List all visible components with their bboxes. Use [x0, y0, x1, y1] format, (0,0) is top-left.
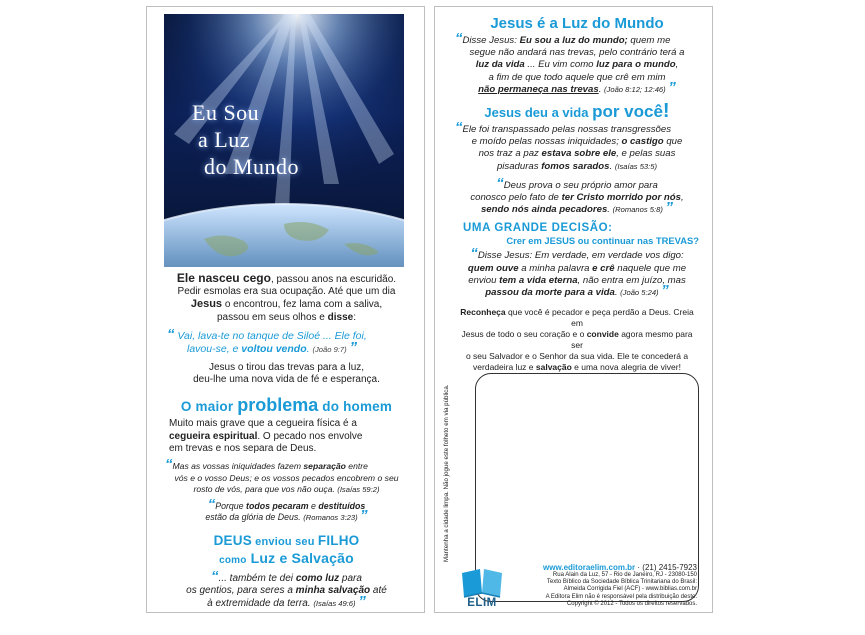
intro-closing — [163, 362, 410, 387]
close-quote-icon: ” — [358, 592, 366, 610]
heading-text: enviou seu — [251, 535, 318, 548]
heading-emphasis: ! — [662, 100, 670, 123]
open-quote-icon: “ — [211, 567, 219, 585]
cta-text: agora mesmo para ser — [571, 329, 693, 351]
cta-text: o seu Salvador e o Senhor da sua vida. Ele te concederá a — [465, 351, 689, 362]
scripture-ref: (Romanos 5:8) — [612, 205, 663, 215]
open-quote-icon: “ — [455, 119, 463, 137]
cta-bold: Reconheça — [460, 307, 506, 318]
intro-bold: disse — [327, 311, 354, 323]
call-to-action — [455, 307, 699, 373]
quote-text: à extremidade da terra. — [207, 597, 311, 609]
quote-bold: separação — [303, 461, 346, 472]
heading-text: do homem — [318, 399, 393, 415]
heading-big-decision: UMA GRANDE DECISÃO: — [463, 222, 613, 235]
quote-romans-3-23 — [163, 495, 410, 525]
cover-title-line-1: Eu Sou — [192, 100, 260, 125]
scripture-ref: (Romanos 3:23) — [303, 513, 358, 523]
cta-text: Jesus de todo o seu coração e o — [461, 329, 587, 340]
quote-text: quem me — [627, 35, 671, 46]
heading-gave-life — [455, 100, 699, 123]
heading-emphasis: Luz e Salvação — [246, 549, 354, 566]
scripture-ref: (Isaías 49:6) — [313, 598, 356, 608]
brand-name: ELIM — [467, 597, 497, 609]
quote-text: . — [609, 160, 613, 172]
quote-text: segue não andará nas trevas, pelo contrário terá a — [469, 47, 685, 59]
quote-text: Disse Jesus: — [462, 35, 520, 46]
heading-text: JESUS — [544, 235, 576, 247]
cover-title-line-3: do Mundo — [204, 154, 300, 179]
quote-bold: luz da vida — [475, 59, 525, 71]
quote-john-5-24 — [455, 245, 699, 300]
intro-text: , passou anos na escuridão. — [270, 274, 397, 285]
cover-image — [164, 14, 404, 267]
quote-bold: não permaneça nas trevas — [478, 83, 599, 95]
elim-logo — [458, 563, 506, 611]
quote-text: Ele foi transpassado pelas nossas transgressões — [462, 124, 672, 136]
scripture-ref: (João 5:24) — [620, 288, 659, 298]
quote-text: rosto de vós, para que vos não ouça. — [193, 484, 335, 495]
right-page — [434, 6, 713, 613]
quote-text: , não entra em juízo, mas — [577, 274, 686, 286]
scripture-ref: (Isaías 59:2) — [337, 485, 380, 495]
close-quote-icon: ” — [661, 282, 669, 300]
quote-isaiah-59-2 — [163, 456, 410, 495]
quote-john-8-12 — [455, 30, 699, 96]
cover-title — [192, 99, 299, 180]
open-quote-icon: “ — [470, 245, 478, 263]
intro-text: passou em seus olhos e — [217, 311, 328, 323]
left-body — [163, 272, 410, 610]
quote-text: . — [614, 287, 618, 299]
intro-text: Jesus o tirou das trevas para a luz, — [208, 361, 365, 373]
quote-text: . — [598, 83, 602, 95]
scripture-ref: (João 8:12; 12:46) — [604, 84, 666, 94]
heading-text: FILHO — [317, 532, 360, 548]
intro-bold: Jesus — [190, 298, 223, 311]
heading-text: Crer em — [506, 235, 545, 247]
quote-text: Disse Jesus: Em verdade, em verdade vos digo: — [477, 250, 684, 262]
quote-bold: o castigo — [621, 136, 664, 148]
publisher-footer — [458, 563, 708, 613]
quote-text: para — [339, 572, 362, 584]
problem-text: em trevas e nos separa de Deus. — [169, 443, 317, 454]
quote-isaiah-49-6 — [163, 567, 410, 611]
quote-text: Mas as vossas iniquidades fazem — [172, 461, 304, 472]
quote-text: pisaduras — [496, 160, 542, 172]
distribution-note: A Editora Elim não é responsável pela distribuição deste. — [545, 593, 697, 600]
quote-john-9-7 — [163, 325, 410, 356]
problem-text: . O pecado nos envolve — [257, 430, 363, 442]
intro-text: : — [353, 311, 356, 323]
copyright: Copyright © 2012 - Todos os direitos reservados. — [566, 600, 697, 607]
cta-text: e uma nova alegria de viver! — [571, 362, 681, 373]
quote-text: ... também te dei — [218, 572, 296, 584]
quote-text: Vai, lava-te no tanque de Siloé ... Ele foi, — [177, 329, 367, 342]
quote-text: conosco pelo fato de — [470, 192, 562, 204]
quote-text: Porque — [215, 500, 247, 511]
right-body — [455, 15, 699, 393]
publisher-phone: (21) 2415-7923 — [642, 563, 697, 572]
quote-bold: todos pecaram — [246, 500, 309, 511]
bible-credit: Almeida Corrigida Fiel (ACF) - www.biblias.com.br — [563, 586, 697, 593]
heading-god-sent-son — [163, 533, 410, 569]
intro-text: deu-lhe uma nova vida de fé e esperança. — [193, 374, 380, 386]
quote-text: a fim de que todo aquele que crê em mim — [488, 71, 666, 83]
quote-text: os gentios, para seres a — [186, 585, 296, 597]
scripture-ref: (João 9:7) — [312, 344, 347, 354]
heading-text: TREVAS — [655, 235, 694, 247]
quote-text: nos traz a paz — [478, 148, 542, 160]
publisher-address: Rua Alain da Luz, 57 - Rio de Janeiro, RJ - 23080-150 — [552, 572, 697, 578]
quote-text: que — [663, 136, 683, 148]
footer-text: www.editoraelim.com.br · (21) 2415-7923 Rua Alain da Luz, 57 - Rio de Janeiro, RJ - 23080-150 Texto Bíblico da Sociedade Bíblica Trinitariana do Brasil: Almeida Corrigida Fiel (ACF) - www.biblias.com.br A Editora Elim não é responsável pela distribuição deste. Copyright © 2012 - Todos os direitos reservados. — [511, 563, 697, 608]
close-quote-icon: ” — [668, 78, 676, 96]
cta-text: que você é pecador e peça perdão a Deus. Creia em — [505, 307, 694, 329]
quote-text: até — [370, 585, 387, 597]
open-quote-icon: “ — [207, 495, 216, 513]
intro-text: Pedir esmolas era sua ocupação. Até que um dia — [177, 286, 396, 298]
open-quote-icon: “ — [455, 30, 463, 47]
bible-credit: Texto Bíblico da Sociedade Bíblica Trinitariana do Brasil: — [546, 579, 697, 586]
close-quote-icon: ” — [360, 507, 368, 525]
intro-paragraph — [163, 272, 410, 324]
right-title: Jesus é a Luz do Mundo — [490, 15, 664, 32]
quote-bold: fomos sarados — [541, 160, 610, 172]
quote-text: . — [306, 342, 310, 355]
quote-bold: minha salvação — [295, 585, 371, 597]
open-quote-icon: “ — [165, 456, 173, 474]
scripture-ref: (Isaías 53:5) — [614, 161, 658, 171]
open-quote-icon: “ — [496, 174, 504, 192]
heading-text: DEUS — [213, 532, 252, 548]
heading-problem — [163, 395, 410, 416]
quote-bold: Eu sou a luz do mundo; — [519, 35, 628, 46]
heading-decision-sub — [455, 235, 699, 246]
quote-text: Deus prova o seu próprio amor para — [503, 179, 658, 191]
close-quote-icon: ” — [665, 199, 674, 217]
quote-text: , — [680, 192, 684, 204]
quote-text: . — [607, 204, 610, 216]
quote-bold: luz para o mundo — [596, 59, 676, 71]
quote-bold: e crê — [592, 262, 615, 274]
quote-bold: voltou vendo — [241, 342, 307, 355]
heading-emphasis: problema — [237, 395, 319, 416]
quote-text: , e pelas suas — [616, 148, 676, 160]
heading-text: como — [219, 554, 247, 566]
quote-text: e — [308, 500, 319, 511]
close-quote-icon: ” — [349, 338, 358, 356]
cta-bold: convide — [586, 329, 619, 340]
cta-text: verdadeira luz e — [473, 362, 536, 373]
open-quote-icon: “ — [167, 325, 175, 343]
cta-bold: salvação — [535, 362, 572, 373]
heading-emphasis: por você — [592, 102, 663, 122]
heading-text: ou continuar nas — [575, 235, 656, 247]
quote-isaiah-53-5 — [455, 119, 699, 173]
heading-text: O maior — [180, 399, 238, 415]
quote-bold: ter Cristo morrido por nós — [561, 192, 681, 204]
quote-bold: tem a vida eterna — [499, 274, 578, 286]
cover-title-line-2: a Luz — [198, 127, 250, 152]
quote-romans-5-8 — [455, 174, 699, 217]
heading-text: Jesus deu a vida — [484, 105, 593, 121]
intro-text: o encontrou, fez lama com a saliva, — [222, 299, 383, 311]
problem-bold: cegueira espiritual — [169, 430, 258, 442]
quote-bold: passou da morte para a vida — [485, 287, 615, 299]
side-note: Mantenha a cidade limpa. Não jogue este folheto em via pública. — [443, 384, 450, 562]
quote-text: ... Eu vim como — [524, 59, 597, 71]
quote-bold: quem ouve — [467, 262, 519, 274]
heading-text: ? — [693, 235, 699, 247]
quote-text: lavou-se, e — [187, 342, 242, 355]
quote-text: entre — [345, 461, 368, 472]
intro-bold: Ele nasceu cego — [176, 271, 271, 285]
quote-text: , — [675, 59, 679, 71]
quote-text: estão da glória de Deus. — [205, 512, 301, 523]
left-page — [146, 6, 425, 613]
quote-text: naquele que me — [614, 262, 687, 274]
problem-paragraph — [163, 418, 410, 455]
quote-bold: estava sobre ele — [541, 148, 617, 160]
problem-text: Muito mais grave que a cegueira física é a — [169, 418, 357, 430]
quote-bold: sendo nós ainda pecadores — [480, 204, 608, 216]
quote-text: e moído pelas nossas iniquidades; — [471, 136, 622, 148]
quote-text: vós e o vosso Deus; e os vossos pecados encobrem o seu — [174, 472, 399, 483]
quote-text: a minha palavra — [518, 262, 593, 274]
quote-bold: como luz — [295, 572, 340, 584]
publisher-website[interactable]: www.editoraelim.com.br — [543, 563, 636, 572]
quote-text: enviou — [468, 274, 500, 286]
quote-bold: destituídos — [318, 500, 366, 511]
